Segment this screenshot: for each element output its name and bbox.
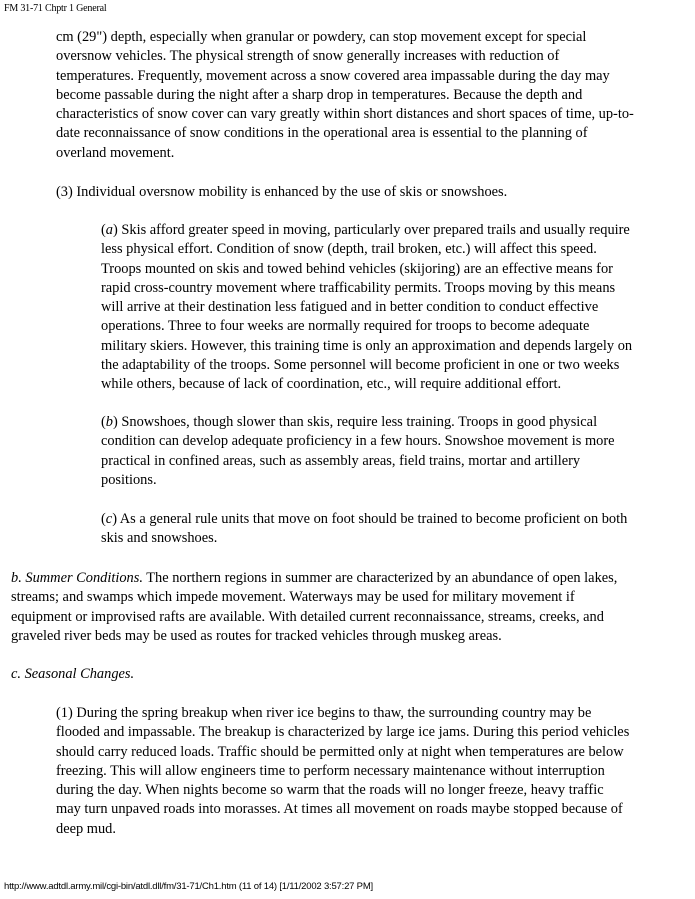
- text-line: practical in confined areas, such as assembly areas, field trains, mortar and artillery: [101, 452, 581, 469]
- item-label-close: ): [112, 511, 117, 527]
- text-line: rapid cross-country movement where trafficability permits. Troops moving by this means: [101, 279, 616, 296]
- text-line: (1) During the spring breakup when river ice begins to thaw, the surrounding country may be: [56, 705, 592, 721]
- item-3a-paragraph: [101, 221, 632, 395]
- text-line: condition can develop adequate proficiency in a few hours. Snowshoe movement is more: [101, 433, 615, 450]
- item-label-open: (: [101, 511, 106, 527]
- item-3b-paragraph: [101, 413, 615, 490]
- page-footer-url: http://www.adtdl.army.mil/cgi-bin/atdl.dll/fm/31-71/Ch1.htm (11 of 14) [1/11/2002 3:57:27 PM]: [4, 881, 373, 892]
- text-line: cm (29") depth, especially when granular or powdery, can stop movement except for special: [56, 29, 587, 45]
- item-label-close: ): [113, 222, 118, 238]
- text-line: may turn unpaved roads into morasses. At times all movement on roads maybe stopped because of: [56, 801, 623, 818]
- text-line: overland movement.: [56, 144, 175, 161]
- item-3-paragraph: [56, 183, 507, 202]
- section-text: The northern regions in summer are characterized by an abundance of open lakes,: [142, 570, 618, 586]
- text-line: deep mud.: [56, 820, 116, 837]
- text-line: streams; and swamps which impede movement. Waterways may be used for military movement if: [11, 589, 575, 606]
- item-label-open: (: [101, 414, 106, 430]
- item-letter: a: [105, 222, 113, 238]
- item-letter: b: [105, 414, 113, 430]
- item-text: As a general rule units that move on foot should be trained to become proficient on both: [116, 511, 628, 527]
- text-line: [101, 510, 627, 529]
- text-line: oversnow vehicles. The physical strength of snow generally increases with reduction of: [56, 48, 560, 65]
- text-line: graveled river beds may be used as routes for tracked vehicles through muskeg areas.: [11, 627, 502, 644]
- text-line: date reconnaissance of snow conditions in the operational area is essential to the planning of: [56, 125, 588, 142]
- section-heading-seasonal: c. Seasonal Changes.: [11, 666, 135, 682]
- text-line: military skiers. However, this training time is only an approximation and depends largely on: [101, 337, 633, 354]
- text-line: [101, 221, 632, 240]
- item-label-close: ): [113, 414, 118, 430]
- item-1-paragraph: [56, 704, 629, 839]
- text-line: equipment or improvised rafts are available. With detailed current reconnaissance, streams, creeks, and: [11, 608, 604, 625]
- text-line: should carry reduced loads. Traffic should be permitted only at night when temperatures are below: [56, 743, 624, 760]
- page-header: FM 31-71 Chptr 1 General: [4, 3, 107, 14]
- text-line: the adaptability of the troops. Some personnel will become proficient in one or two weeks: [101, 357, 620, 374]
- text-line: will arrive at their destination less fatigued and in better condition to conduct effective: [101, 299, 599, 316]
- text-line: during the day. When nights become so warm that the roads will no longer freeze, heavy traffic: [56, 782, 604, 799]
- section-heading-summer: b. Summer Conditions.: [11, 570, 143, 586]
- summer-conditions-paragraph: [11, 569, 617, 646]
- text-line: Troops mounted on skis and towed behind vehicles (skijoring) are an effective means for: [101, 260, 613, 277]
- text-line: characteristics of snow cover can vary greatly within short distances and short spaces of time, up-to-: [56, 106, 634, 123]
- text-line: [101, 413, 615, 432]
- item-text: Snowshoes, though slower than skis, require less training. Troops in good physical: [117, 414, 598, 430]
- text-line: positions.: [101, 471, 157, 488]
- item-text: Skis afford greater speed in moving, particularly over prepared trails and usually require: [117, 222, 630, 238]
- item-label-open: (: [101, 222, 106, 238]
- item-3c-paragraph: [101, 510, 627, 549]
- text-line: operations. Three to four weeks are normally required for troops to become adequate: [101, 318, 590, 335]
- seasonal-changes-heading: [11, 665, 134, 684]
- text-line: while others, because of lack of coordination, etc., will require additional effort.: [101, 376, 562, 393]
- text-line: freezing. This will allow engineers time to perform necessary maintenance without interruption: [56, 762, 605, 779]
- text-line: become passable during the night after a sharp drop in temperatures. Because the depth and: [56, 86, 583, 103]
- text-line: skis and snowshoes.: [101, 530, 218, 547]
- text-line: [11, 569, 617, 588]
- text-line: flooded and impassable. The breakup is characterized by large ice jams. During this period vehicles: [56, 724, 630, 741]
- text-line: less physical effort. Condition of snow (depth, trail broken, etc.) will affect this speed.: [101, 241, 597, 258]
- text-line: temperatures. Frequently, movement across a snow covered area impassable during the day may: [56, 67, 610, 84]
- continuation-paragraph: [56, 28, 634, 163]
- text-line: (3) Individual oversnow mobility is enhanced by the use of skis or snowshoes.: [56, 184, 508, 200]
- item-letter: c: [105, 511, 113, 527]
